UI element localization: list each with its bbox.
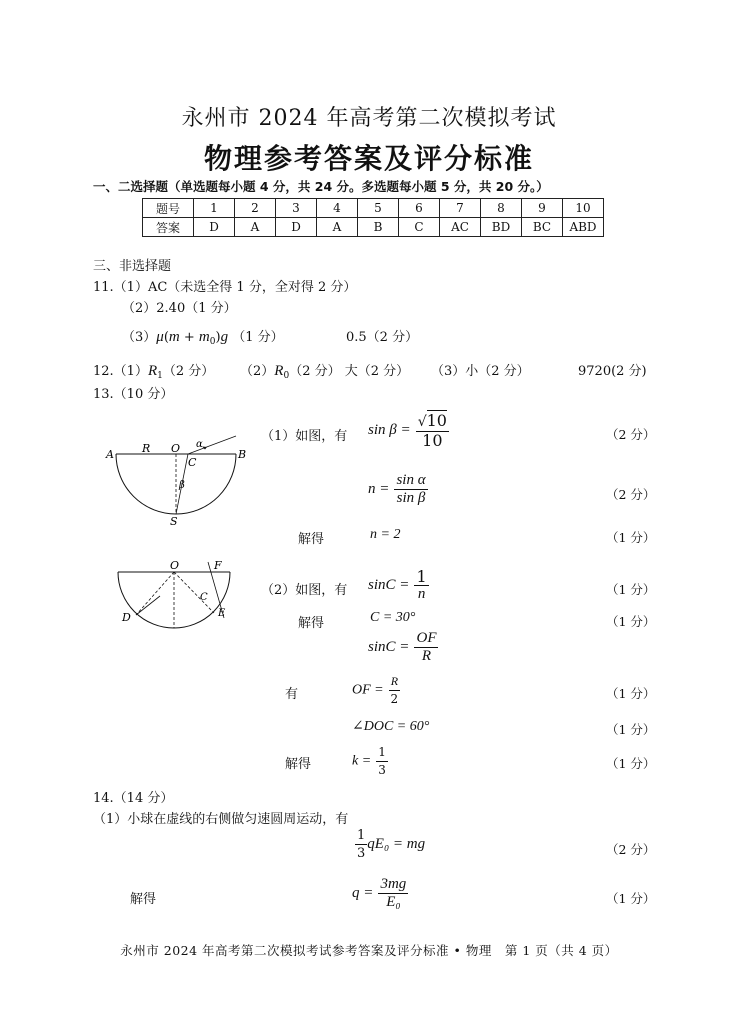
q12-score1: （2 分） xyxy=(162,364,215,379)
fig2-label-O: O xyxy=(170,560,180,572)
table-cell: 5 xyxy=(358,199,399,218)
table-row xyxy=(143,218,604,237)
table-header-cell: 答案 xyxy=(143,218,194,237)
eq-OF xyxy=(352,673,400,708)
q14-heading: 14.（14 分） xyxy=(93,791,174,806)
label-jiede: 解得 xyxy=(298,532,325,547)
q12-big: 大（2 分） xyxy=(344,364,410,379)
table-cell: 7 xyxy=(440,199,481,218)
fig1-label-O: O xyxy=(171,442,181,455)
refraction-figure-1 xyxy=(104,432,254,528)
table-row xyxy=(143,199,604,218)
numerator: 1 xyxy=(376,744,388,762)
table-cell: 2 xyxy=(235,199,276,218)
numerator: sin α xyxy=(396,472,426,488)
fraction xyxy=(378,876,408,911)
fraction xyxy=(394,472,427,507)
denominator: E₀ xyxy=(386,894,401,910)
eq-sinC-lhs: sinC = xyxy=(368,639,410,655)
score: （2 分） xyxy=(606,487,656,502)
score: （1 分） xyxy=(606,756,656,771)
table-cell: 9 xyxy=(522,199,563,218)
eq-sin-beta-lhs: sin β = xyxy=(368,422,411,438)
eq-n-result: n = 2 xyxy=(370,527,401,542)
eq-k xyxy=(352,744,388,779)
table-cell: AC xyxy=(440,218,481,237)
q12-part2: $(2)R_0(2$ 分） 大（2 分） xyxy=(240,363,410,381)
eq-OF-lhs: OF = xyxy=(352,682,384,698)
eq-sin-beta xyxy=(368,412,449,449)
denominator: 10 xyxy=(422,431,443,450)
table-cell: BC xyxy=(522,218,563,237)
fig2-label-D: D xyxy=(122,611,131,624)
sqrt-radicand: 10 xyxy=(426,411,447,430)
eq-n-ratio xyxy=(368,472,428,507)
numerator: OF xyxy=(416,630,437,646)
label-jiede: 解得 xyxy=(130,892,157,907)
eq-angle-DOC: ∠DOC = 60° xyxy=(352,719,430,734)
q11-line2: （2）2.40（1 分） xyxy=(122,301,237,316)
eq-force-rhs: qE₀ = mg xyxy=(367,836,426,852)
fig2-label-F: F xyxy=(214,560,222,572)
denominator: 3 xyxy=(378,763,386,777)
page-footer: 永州市 2024 年高考第二次模拟考试参考答案及评分标准 • 物理 第 1 页（共 4 页） xyxy=(120,943,618,958)
table-cell: D xyxy=(276,218,317,237)
fraction xyxy=(355,827,367,862)
eq-sinC-ratio xyxy=(368,630,438,665)
q12-score2: （2 分） xyxy=(289,364,341,379)
score: （2 分） xyxy=(606,842,656,857)
table-cell: 10 xyxy=(563,199,604,218)
q12-part1: 12.（1） xyxy=(93,364,148,379)
eq-q xyxy=(352,876,408,911)
label-you: 有 xyxy=(285,687,299,702)
eq-C-result: C = 30° xyxy=(370,610,416,625)
q14-part1: （1）小球在虚线的右侧做匀速圆周运动，有 xyxy=(93,812,349,827)
table-cell: D xyxy=(194,218,235,237)
answer-table xyxy=(142,198,604,237)
fraction xyxy=(389,673,400,708)
table-cell: 1 xyxy=(194,199,235,218)
q12-part2-label: （2） xyxy=(240,364,275,379)
q12-line: $12.(1)R_1(2$ 分） xyxy=(93,363,215,381)
section3-heading: 三、非选择题 xyxy=(93,259,172,274)
fraction xyxy=(376,744,388,779)
eq-k-lhs: k = xyxy=(352,753,372,769)
q11-line3-score: （1 分） xyxy=(232,330,284,345)
q13-part2-intro: （2）如图，有 xyxy=(261,583,348,598)
numerator: R xyxy=(389,673,400,691)
q11-line3b: 0.5（2 分） xyxy=(346,330,419,345)
q11-line3-prefix: （3） xyxy=(122,330,157,345)
document-subtitle: 物理参考答案及评分标准 xyxy=(203,142,534,175)
denominator: 3 xyxy=(357,846,366,861)
table-cell: 8 xyxy=(481,199,522,218)
fraction: $\frac{√10}{10}$ xyxy=(417,411,447,450)
eq-sinC xyxy=(368,568,429,603)
denominator: R xyxy=(421,648,432,664)
score: （2 分） xyxy=(606,427,656,442)
fraction xyxy=(414,568,428,603)
q11-line3: $(3)\mu(m + m_0)g$ （1 分） xyxy=(122,329,284,347)
table-header-cell: 题号 xyxy=(143,199,194,218)
fig1-label-beta: β xyxy=(179,480,185,491)
fraction xyxy=(414,630,438,665)
denominator: 2 xyxy=(390,692,399,706)
table-cell: A xyxy=(235,218,276,237)
denominator: sin β xyxy=(396,490,426,506)
eq-q-lhs: q = xyxy=(352,885,374,901)
label-jiede: 解得 xyxy=(285,757,312,772)
table-cell: A xyxy=(317,218,358,237)
fig1-label-B: B xyxy=(238,448,247,461)
q13-heading: 13.（10 分） xyxy=(93,387,174,402)
document-title: 永州市 2024 年高考第二次模拟考试 xyxy=(181,106,557,131)
eq-n-lhs: n = xyxy=(368,481,390,497)
score: （1 分） xyxy=(606,891,656,906)
table-cell: BD xyxy=(481,218,522,237)
fig1-label-A: A xyxy=(106,448,114,461)
numerator: 1 xyxy=(357,828,366,843)
score: （1 分） xyxy=(606,530,656,545)
eq-sinC-lhs: sinC = xyxy=(368,577,410,593)
numerator: 3mg xyxy=(380,876,407,892)
score: （1 分） xyxy=(606,614,656,629)
section1-heading: 一、二选择题（单选题每小题 4 分，共 24 分。多选题每小题 5 分，共 20 分。） xyxy=(93,179,549,194)
q13-part1-intro: （1）如图，有 xyxy=(261,429,348,444)
table-cell: C xyxy=(399,218,440,237)
score: （1 分） xyxy=(606,722,656,737)
refraction-figure-2 xyxy=(112,560,242,634)
fig2-label-E: E xyxy=(218,608,226,619)
score: （1 分） xyxy=(606,582,656,597)
fig1-label-alpha: α xyxy=(196,439,203,450)
eq-force-balance xyxy=(355,827,425,862)
fig2-label-C: C xyxy=(200,592,208,603)
fig1-label-S: S xyxy=(170,515,178,528)
fig1-label-C: C xyxy=(188,456,197,469)
score: （1 分） xyxy=(606,686,656,701)
table-cell: ABD xyxy=(563,218,604,237)
label-jiede: 解得 xyxy=(298,616,325,631)
numerator: 1 xyxy=(416,567,427,586)
q11-line1: 11.（1）AC（未选全得 1 分，全对得 2 分） xyxy=(93,280,357,295)
q12-part4: 9720(2 分) xyxy=(578,364,647,379)
denominator: n xyxy=(417,586,426,602)
fig1-label-R: R xyxy=(142,442,151,455)
q12-part3: （3）小（2 分） xyxy=(431,364,530,379)
table-cell: B xyxy=(358,218,399,237)
table-cell: 4 xyxy=(317,199,358,218)
table-cell: 3 xyxy=(276,199,317,218)
table-cell: 6 xyxy=(399,199,440,218)
